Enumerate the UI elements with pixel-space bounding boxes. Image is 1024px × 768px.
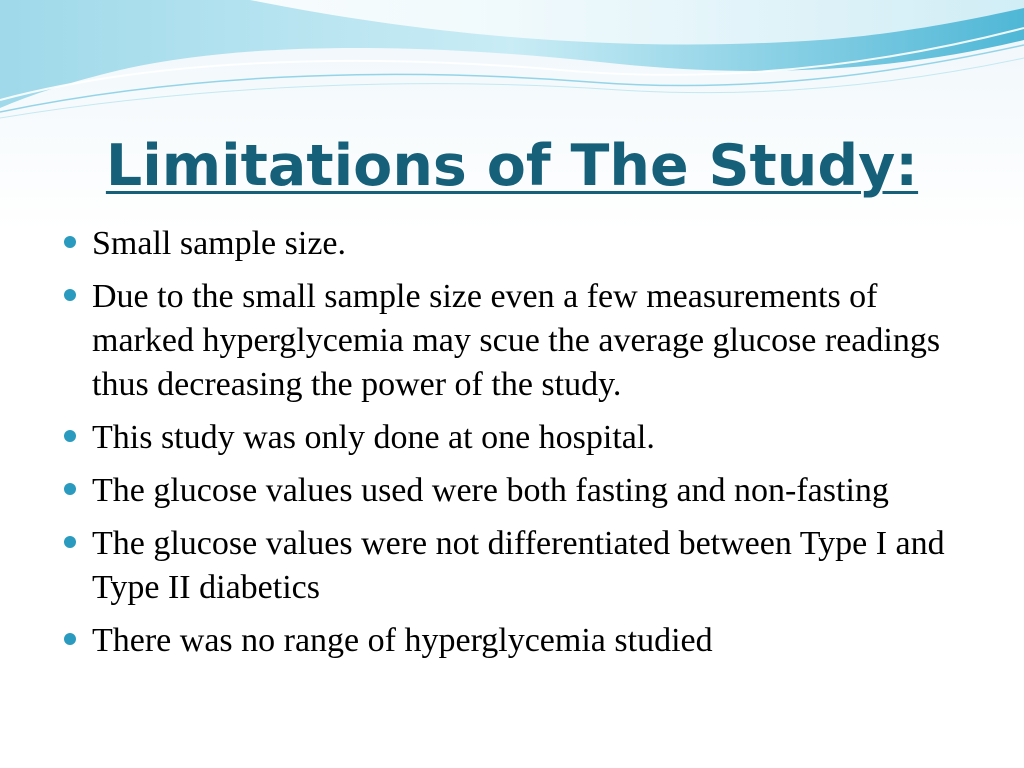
header-wave-decoration	[0, 0, 1024, 130]
bullet-item	[64, 275, 974, 407]
round-bullet-icon	[64, 633, 76, 645]
round-bullet-icon	[64, 430, 76, 442]
bullet-item	[64, 222, 974, 266]
slide-title: Limitations of The Study:	[105, 133, 919, 199]
round-bullet-icon	[64, 536, 76, 548]
bullet-item	[64, 522, 974, 610]
bullet-item	[64, 619, 974, 663]
bullet-text: There was no range of hyperglycemia studied	[92, 622, 713, 659]
bullet-text: This study was only done at one hospital.	[92, 419, 655, 456]
round-bullet-icon	[64, 483, 76, 495]
bullet-text: The glucose values were not differentiated between Type I and Type II diabetics	[92, 525, 945, 606]
bullet-text: The glucose values used were both fasting and non-fasting	[92, 472, 889, 509]
bullet-text: Small sample size.	[92, 225, 347, 262]
round-bullet-icon	[64, 289, 76, 301]
bullet-item	[64, 416, 974, 460]
round-bullet-icon	[64, 236, 76, 248]
bullet-text: Due to the small sample size even a few measurements of marked hyperglycemia may scue the average glucose readings thus decreasing the power of the study.	[92, 278, 941, 403]
bullet-item	[64, 469, 974, 513]
bullet-list	[64, 222, 974, 672]
